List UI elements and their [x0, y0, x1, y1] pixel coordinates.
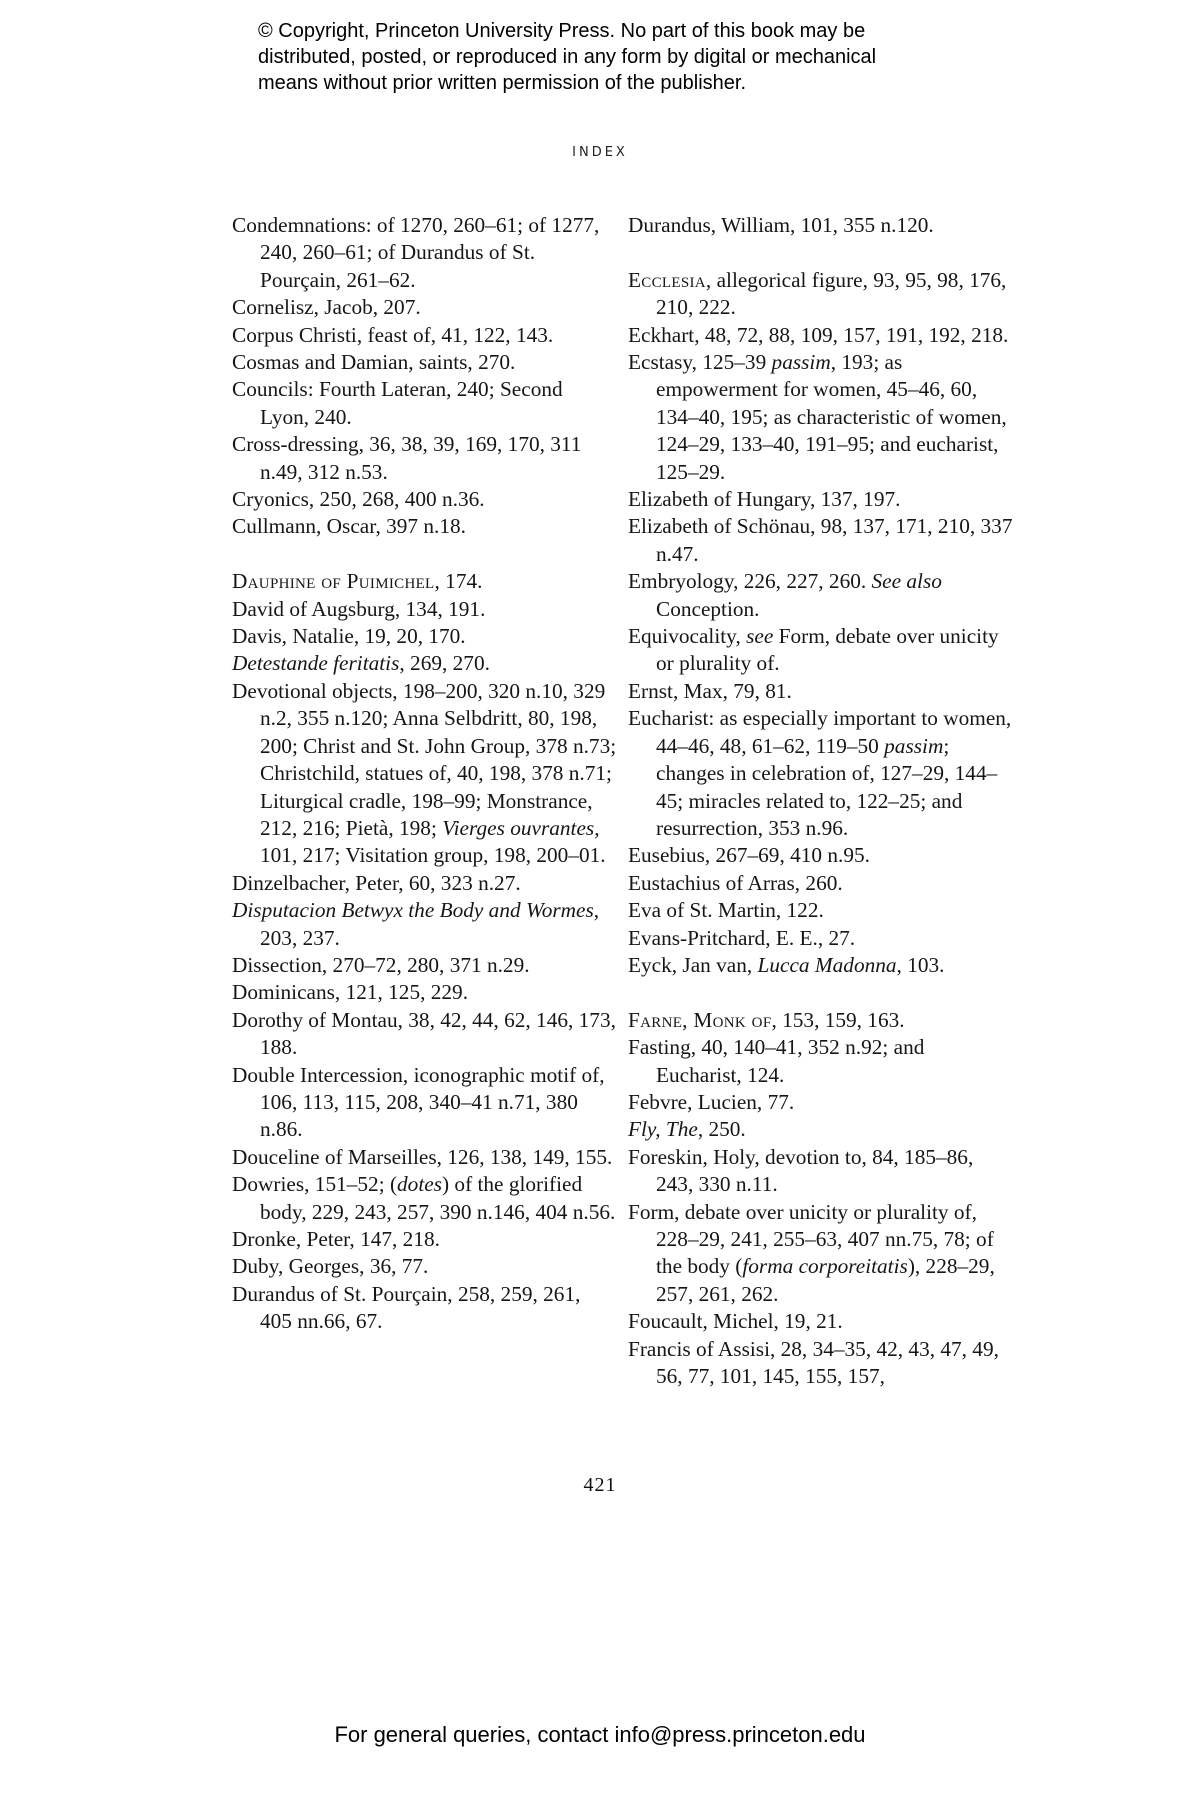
index-entry: Eyck, Jan van, Lucca Madonna, 103.: [628, 952, 945, 977]
index-entry: Dissection, 270–72, 280, 371 n.29.: [232, 952, 530, 977]
index-entry: Fly, The, 250.: [628, 1117, 746, 1142]
index-entry: Dowries, 151–52; (dotes) of the glorified body, 229, 243, 257, 390 n.146, 404 n.56.: [232, 1172, 616, 1224]
index-entry: Embryology, 226, 227, 260. See also Conception.: [628, 569, 942, 621]
index-entry: Durandus of St. Pourçain, 258, 259, 261, 405 nn.66, 67.: [232, 1281, 581, 1334]
copyright-notice: [258, 18, 1018, 96]
index-entry: Equivocality, see Form, debate over unicity or plurality of.: [628, 624, 999, 676]
index-entry: Eucharist: as especially important to women, 44–46, 48, 61–62, 119–50 passim; changes in celebration of, 127–29, 144–45; miracles related to, 122–25; and resurrection, 353 n.96.: [628, 706, 1012, 840]
index-entry: Condemnations: of 1270, 260–61; of 1277, 240, 260–61; of Durandus of St. Pourçain, 261–62.: [232, 213, 600, 292]
index-entry: Eustachius of Arras, 260.: [628, 870, 843, 895]
index-entry: Douceline of Marseilles, 126, 138, 149, 155.: [232, 1144, 613, 1169]
index-entry: Cosmas and Damian, saints, 270.: [232, 350, 516, 375]
index-entry: Foucault, Michel, 19, 21.: [628, 1309, 843, 1334]
page-number: 421: [583, 1474, 617, 1496]
index-entry: Fasting, 40, 140–41, 352 n.92; and Eucharist, 124.: [628, 1035, 925, 1087]
index-column-right: [628, 212, 1013, 1390]
index-entry: Evans-Pritchard, E. E., 27.: [628, 925, 856, 950]
index-entry: Eusebius, 267–69, 410 n.95.: [628, 843, 870, 868]
index-entry: Cornelisz, Jacob, 207.: [232, 295, 421, 320]
index-entry: Elizabeth of Hungary, 137, 197.: [628, 487, 901, 512]
index-entry: Dorothy of Montau, 38, 42, 44, 62, 146, 173, 188.: [232, 1007, 616, 1060]
index-entry: Eva of St. Martin, 122.: [628, 898, 824, 923]
copyright-line: distributed, posted, or reproduced in any form by digital or mechanical: [258, 46, 877, 68]
footer-contact: For general queries, contact info@press.princeton.edu: [334, 1722, 866, 1747]
page-heading: INDEX: [572, 145, 628, 160]
index-entry: Corpus Christi, feast of, 41, 122, 143.: [232, 322, 554, 347]
index-entry: Cryonics, 250, 268, 400 n.36.: [232, 487, 485, 512]
index-entry: Duby, Georges, 36, 77.: [232, 1254, 429, 1279]
index-entry: Councils: Fourth Lateran, 240; Second Lyon, 240.: [232, 377, 563, 429]
index-entry: Dinzelbacher, Peter, 60, 323 n.27.: [232, 870, 521, 895]
index-entry: Francis of Assisi, 28, 34–35, 42, 43, 47, 49, 56, 77, 101, 145, 155, 157,: [628, 1336, 999, 1389]
index-entry: Cullmann, Oscar, 397 n.18.: [232, 514, 466, 539]
index-entry: Dominicans, 121, 125, 229.: [232, 980, 469, 1005]
index-entry: Davis, Natalie, 19, 20, 170.: [232, 624, 466, 649]
index-entry: Double Intercession, iconographic motif of, 106, 113, 115, 208, 340–41 n.71, 380 n.86.: [232, 1062, 605, 1142]
copyright-line: means without prior written permission of the publisher.: [258, 72, 747, 94]
index-entry: Form, debate over unicity or plurality of, 228–29, 241, 255–63, 407 nn.75, 78; of the body (forma corporeitatis), 228–29, 257, 261, 262.: [628, 1199, 995, 1306]
index-entry: Febvre, Lucien, 77.: [628, 1089, 795, 1114]
index-entry: Ecstasy, 125–39 passim, 193; as empowerment for women, 45–46, 60, 134–40, 195; as characteristic of women, 124–29, 133–40, 191–95; and eucharist, 125–29.: [628, 350, 1007, 484]
index-entry: Disputacion Betwyx the Body and Wormes, 203, 237.: [232, 898, 600, 950]
index-entry: Durandus, William, 101, 355 n.120.: [628, 213, 934, 237]
index-entry: Elizabeth of Schönau, 98, 137, 171, 210, 337 n.47.: [628, 514, 1013, 566]
index-entry: Foreskin, Holy, devotion to, 84, 185–86, 243, 330 n.11.: [628, 1144, 974, 1197]
index-entry: Dronke, Peter, 147, 218.: [232, 1227, 440, 1252]
index-entry: Farne, Monk of, 153, 159, 163.: [628, 1007, 905, 1032]
index-column-left: [232, 212, 617, 1336]
index-entry: Ernst, Max, 79, 81.: [628, 678, 792, 703]
index-entry: David of Augsburg, 134, 191.: [232, 596, 486, 621]
index-entry: Eckhart, 48, 72, 88, 109, 157, 191, 192, 218.: [628, 322, 1009, 347]
index-entry: Devotional objects, 198–200, 320 n.10, 329 n.2, 355 n.120; Anna Selbdritt, 80, 198, 200; Christ and St. John Group, 378 n.73; Christchild, statues of, 40, 198, 378 n.71; Liturgical cradle, 198–99; Monstrance, 212, 216; Pietà, 198; Vierges ouvrantes, 101, 217; Visitation group, 198, 200–01.: [232, 678, 617, 868]
copyright-line: © Copyright, Princeton University Press. No part of this book may be: [258, 20, 866, 42]
index-entry: Ecclesia, allegorical figure, 93, 95, 98, 176, 210, 222.: [628, 267, 1007, 320]
index-entry: Detestande feritatis, 269, 270.: [232, 651, 490, 676]
index-entry: Cross-dressing, 36, 38, 39, 169, 170, 311 n.49, 312 n.53.: [232, 432, 582, 484]
index-entry: Dauphine of Puimichel, 174.: [232, 569, 483, 594]
